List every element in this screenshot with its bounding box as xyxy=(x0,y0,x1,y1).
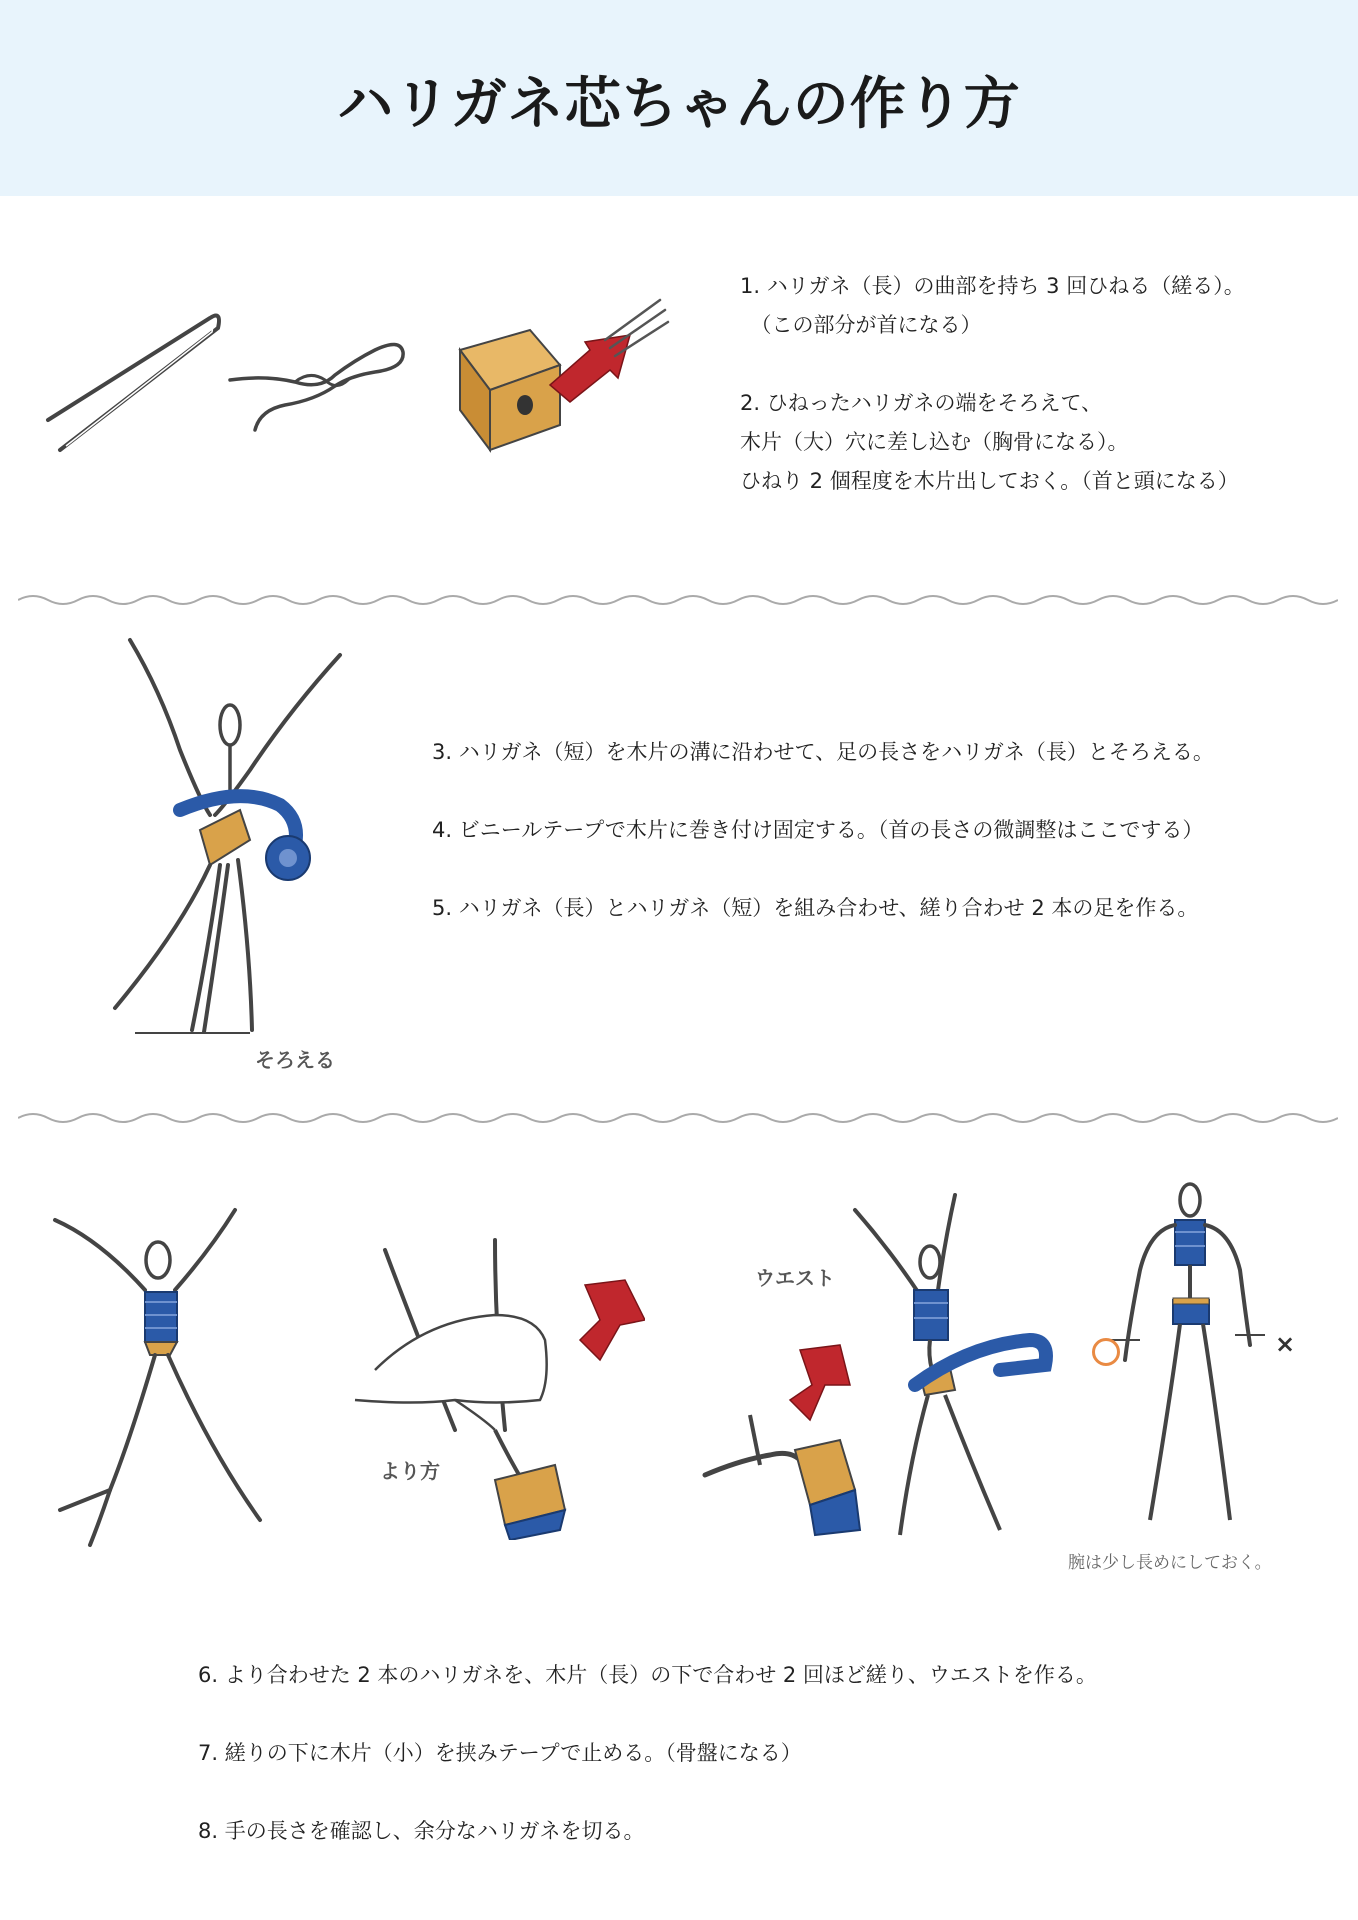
illustration-hairpin-wire xyxy=(40,300,230,460)
step-1-line-2: （この部分が首になる） xyxy=(740,313,982,337)
page-title: ハリガネ芯ちゃんの作り方 xyxy=(337,72,1021,137)
ng-mark-cross: × xyxy=(1275,1330,1296,1358)
illustration-figure-taped xyxy=(50,1200,280,1560)
step-4-text: 4. ビニールテープで木片に巻き付け固定する。（首の長さの微調整はここでする） xyxy=(432,818,1204,842)
step-8-text: 8. 手の長さを確認し、余分なハリガネを切る。 xyxy=(198,1819,645,1843)
illustration-twisted-wire xyxy=(225,320,415,440)
wave-divider-1 xyxy=(18,592,1338,608)
illustration-wood-block-insert xyxy=(440,290,670,470)
ok-mark-circle xyxy=(1092,1338,1120,1366)
step-3-text: 3. ハリガネ（短）を木片の溝に沿わせて、足の長さをハリガネ（長）とそろえる。 xyxy=(432,740,1214,764)
wave-divider-2 xyxy=(18,1110,1338,1126)
illustration-align-legs xyxy=(100,630,360,1040)
step-1-line-1: 1. ハリガネ（長）の曲部を持ち 3 回ひねる（縒る）。 xyxy=(740,274,1245,298)
step-6-text: 6. より合わせた 2 本のハリガネを、木片（長）の下で合わせ 2 回ほど縒り、ウエストを作る。 xyxy=(198,1663,1097,1687)
step-2-line-3: ひねり 2 個程度を木片出しておく。（首と頭になる） xyxy=(740,469,1239,493)
step-2-line-2: 木片（大）穴に差し込む（胸骨になる）。 xyxy=(740,430,1129,454)
step-7-text: 7. 縒りの下に木片（小）を挟みテープで止める。（骨盤になる） xyxy=(198,1741,802,1765)
caption-arm-note: 腕は少し長めにしておく。 xyxy=(1068,1553,1272,1573)
step-2-line-1: 2. ひねったハリガネの端をそろえて、 xyxy=(740,391,1103,415)
caption-twist-method: より方 xyxy=(380,1459,440,1483)
step-5-text: 5. ハリガネ（長）とハリガネ（短）を組み合わせ、縒り合わせ 2 本の足を作る。 xyxy=(432,896,1199,920)
illustration-waist-tape xyxy=(850,1190,1060,1550)
illustration-finished-skeleton xyxy=(1095,1180,1280,1540)
illustration-twisting-hand xyxy=(345,1230,645,1540)
caption-waist: ウエスト xyxy=(755,1266,835,1290)
caption-align: そろえる xyxy=(255,1048,335,1072)
